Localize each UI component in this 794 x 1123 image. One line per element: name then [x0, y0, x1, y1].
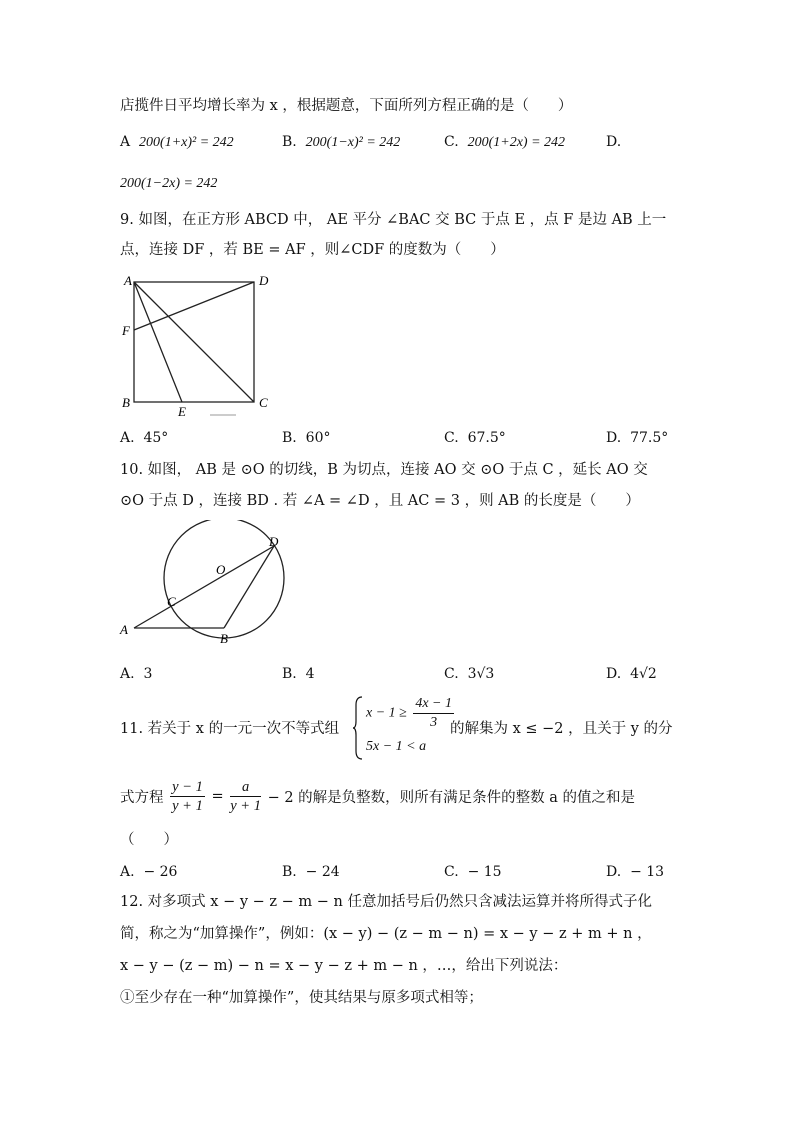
label-a: A: [124, 273, 132, 288]
segment-ae: [134, 282, 182, 402]
eq-tail: − 2 的解是负整数，则所有满足条件的整数 a 的值之和是: [267, 790, 636, 806]
q9-stem-line1: 9. 如图，在正方形 ABCD 中， AE 平分 ∠BAC 交 BC 于点 E ，点 F 是边 AB 上一: [120, 212, 667, 228]
q11-lead: 11. 若关于 x 的一元一次不等式组: [120, 721, 340, 737]
option-text: 60°: [305, 430, 331, 446]
ineq1-num: 4x − 1: [413, 695, 454, 714]
q12-line3: x − y − (z − m) − n = x − y − z + m − n ，…，给出下列说法：: [120, 958, 568, 974]
q9-option-d[interactable]: [606, 428, 668, 448]
q9-option-c[interactable]: [444, 428, 506, 448]
q11-line2-lead: 式方程: [120, 790, 164, 806]
eq-right-den: y + 1: [230, 798, 261, 814]
option-letter: A.: [120, 666, 135, 682]
label-d: D: [269, 534, 279, 549]
option-text: 45°: [143, 430, 169, 446]
q10-circle-figure: [112, 520, 292, 650]
q11-option-a[interactable]: [120, 862, 177, 882]
segment-fd: [134, 282, 254, 330]
option-letter: B.: [282, 430, 297, 446]
q8-option-b[interactable]: [282, 132, 400, 153]
q9-option-b[interactable]: [282, 428, 330, 448]
q12-line4: ①至少存在一种“加算操作”，使其结果与原多项式相等；: [120, 990, 483, 1006]
q11-option-c[interactable]: [444, 862, 502, 882]
option-letter: A: [120, 134, 131, 150]
q8-option-d[interactable]: [606, 132, 621, 152]
chord-bd: [224, 546, 274, 628]
label-b: B: [220, 631, 228, 646]
q10-option-d[interactable]: [606, 664, 657, 684]
circle-o: [164, 520, 284, 638]
label-f: F: [122, 323, 130, 338]
eq-right-fraction: [230, 778, 261, 815]
ineq2: 5x − 1 < a: [366, 739, 427, 754]
q10-stem-line2: ⊙O 于点 D ，连接 BD . 若 ∠A = ∠D ，且 AC = 3 ，则 AB 的长度是（ ）: [120, 493, 640, 509]
option-letter: A.: [120, 864, 135, 880]
q11-line2: [120, 778, 635, 815]
q8-option-a[interactable]: [120, 132, 234, 153]
ineq1-fraction: [413, 695, 454, 732]
q11-option-b[interactable]: [282, 862, 340, 882]
q12-line2: 简，称之为“加算操作”，例如：(x − y) − (z − m − n) = x − y − z + m + n ，: [120, 926, 652, 942]
ineq1-den: 3: [430, 715, 438, 730]
option-letter: A.: [120, 430, 135, 446]
option-letter: D.: [606, 864, 622, 880]
option-letter: B.: [282, 666, 297, 682]
q9-stem-line2: 点，连接 DF ，若 BE = AF ，则∠CDF 的度数为（ ）: [120, 242, 505, 258]
option-text: 200(1−x)² = 242: [305, 135, 401, 150]
option-letter: B.: [282, 864, 297, 880]
label-c: C: [259, 395, 268, 410]
option-text: 77.5°: [630, 430, 669, 446]
label-c: C: [167, 594, 176, 609]
option-text: − 26: [143, 864, 178, 880]
q11-after-system: 的解集为 x ≤ −2 ，且关于 y 的分: [450, 721, 673, 737]
option-text: 200(1+x)² = 242: [139, 135, 234, 150]
q10-option-b[interactable]: [282, 664, 315, 684]
option-letter: D.: [606, 134, 622, 150]
option-letter: C.: [444, 864, 459, 880]
q12-line1: 12. 对多项式 x − y − z − m − n 任意加括号后仍然只含减法运算并将所得式子化: [120, 894, 652, 910]
q8-option-c[interactable]: [444, 132, 565, 153]
option-text: 3√3: [467, 666, 495, 682]
q9-option-a[interactable]: [120, 428, 168, 448]
label-b: B: [122, 395, 130, 410]
q9-square-figure: [112, 270, 282, 420]
q8-option-d-text: 200(1−2x) = 242: [120, 176, 218, 191]
eq-left-fraction: [170, 778, 205, 815]
label-e: E: [178, 404, 186, 419]
option-text: 4: [305, 666, 315, 682]
q8-stem-tail: 店揽件日平均增长率为 x ，根据题意，下面所列方程正确的是（ ）: [120, 98, 573, 114]
option-text: 67.5°: [467, 430, 506, 446]
option-text: − 13: [630, 864, 665, 880]
option-text: − 15: [467, 864, 502, 880]
q11-option-d[interactable]: [606, 862, 664, 882]
q10-option-a[interactable]: [120, 664, 152, 684]
eq-mid: =: [211, 788, 224, 805]
option-letter: C.: [444, 134, 459, 150]
diagonal-ac: [134, 282, 254, 402]
option-text: 3: [143, 666, 153, 682]
option-letter: B.: [282, 134, 297, 150]
q10-option-c[interactable]: [444, 664, 494, 684]
label-o: O: [216, 562, 226, 577]
option-letter: C.: [444, 430, 459, 446]
label-d: D: [259, 273, 269, 288]
q10-stem-line1: 10. 如图， AB 是 ⊙O 的切线，B 为切点，连接 AO 交 ⊙O 于点 C ，延长 AO 交: [120, 462, 648, 478]
option-letter: D.: [606, 666, 622, 682]
option-text: 200(1+2x) = 242: [467, 135, 566, 150]
eq-left-num: y − 1: [172, 779, 203, 795]
option-letter: D.: [606, 430, 622, 446]
option-letter: C.: [444, 666, 459, 682]
left-brace: [352, 695, 364, 761]
line-ad: [134, 546, 274, 628]
option-text: 4√2: [630, 666, 657, 682]
ineq1-left: x − 1 ≥: [366, 705, 407, 721]
option-text: − 24: [305, 864, 340, 880]
eq-left-den: y + 1: [172, 798, 203, 814]
eq-right-num: a: [230, 778, 261, 797]
q11-paren: （ ）: [120, 832, 178, 848]
label-a: A: [120, 622, 128, 637]
